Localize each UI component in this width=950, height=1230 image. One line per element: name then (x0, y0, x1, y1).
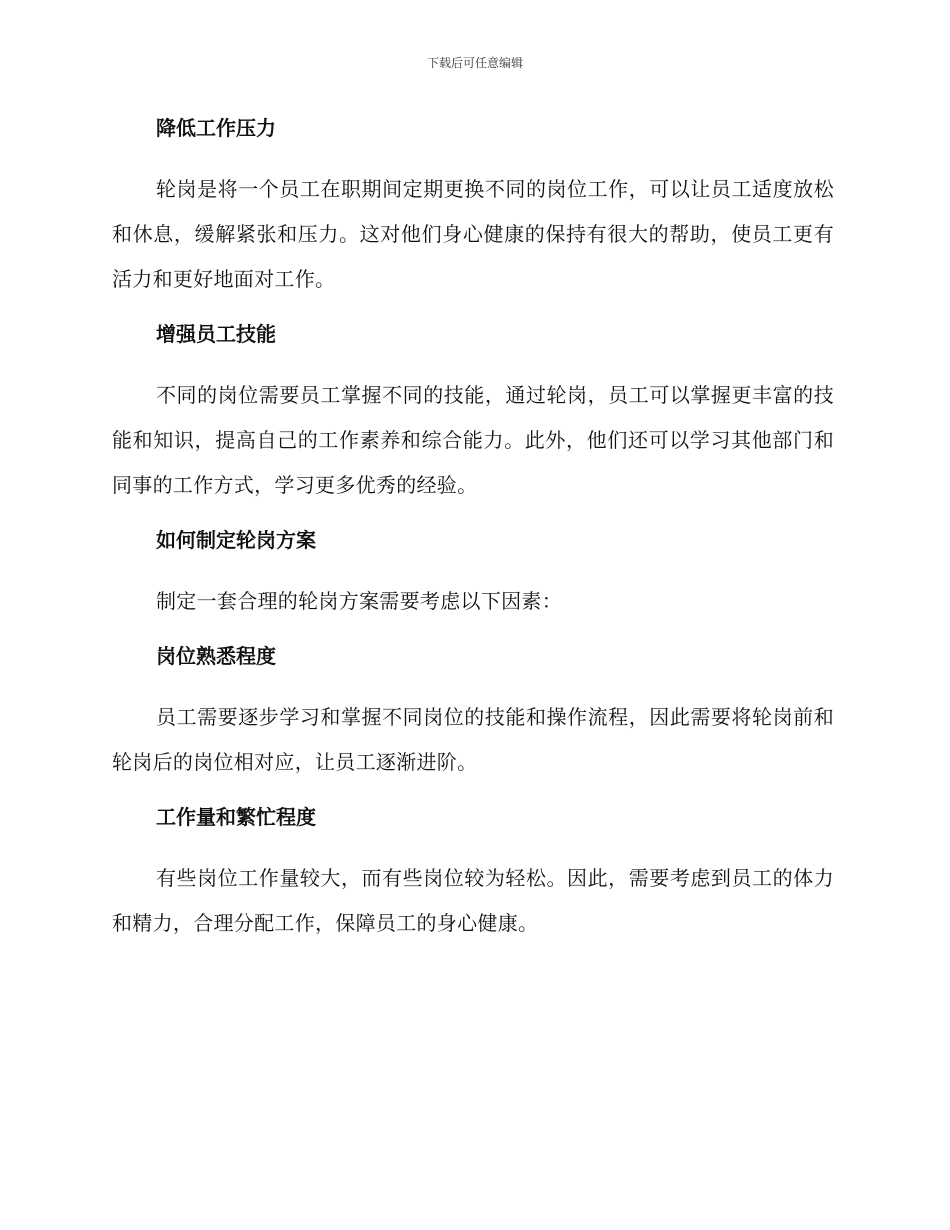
section-paragraph: 不同的岗位需要员工掌握不同的技能，通过轮岗，员工可以掌握更丰富的技能和知识，提高自己的工作素养和综合能力。此外，他们还可以学习其他部门和同事的工作方式，学习更多优秀的经验。 (112, 383, 834, 497)
page-header-note: 下载后可任意编辑 (426, 56, 523, 70)
section-paragraph: 员工需要逐步学习和掌握不同岗位的技能和操作流程，因此需要将轮岗前和轮岗后的岗位相对应，让员工逐渐进阶。 (112, 705, 834, 774)
section-heading: 工作量和繁忙程度 (156, 805, 316, 829)
section-heading: 如何制定轮岗方案 (156, 528, 316, 552)
section-heading: 增强员工技能 (156, 322, 276, 346)
section-heading: 降低工作压力 (156, 116, 276, 140)
section-paragraph: 制定一套合理的轮岗方案需要考虑以下因素： (156, 589, 562, 613)
section-paragraph: 轮岗是将一个员工在职期间定期更换不同的岗位工作，可以让员工适度放松和休息，缓解紧张和压力。这对他们身心健康的保持有很大的帮助，使员工更有活力和更好地面对工作。 (112, 177, 834, 291)
section-paragraph: 有些岗位工作量较大，而有些岗位较为轻松。因此，需要考虑到员工的体力和精力，合理分配工作，保障员工的身心健康。 (112, 866, 834, 935)
section-heading: 岗位熟悉程度 (156, 644, 276, 668)
document-body (112, 112, 834, 946)
